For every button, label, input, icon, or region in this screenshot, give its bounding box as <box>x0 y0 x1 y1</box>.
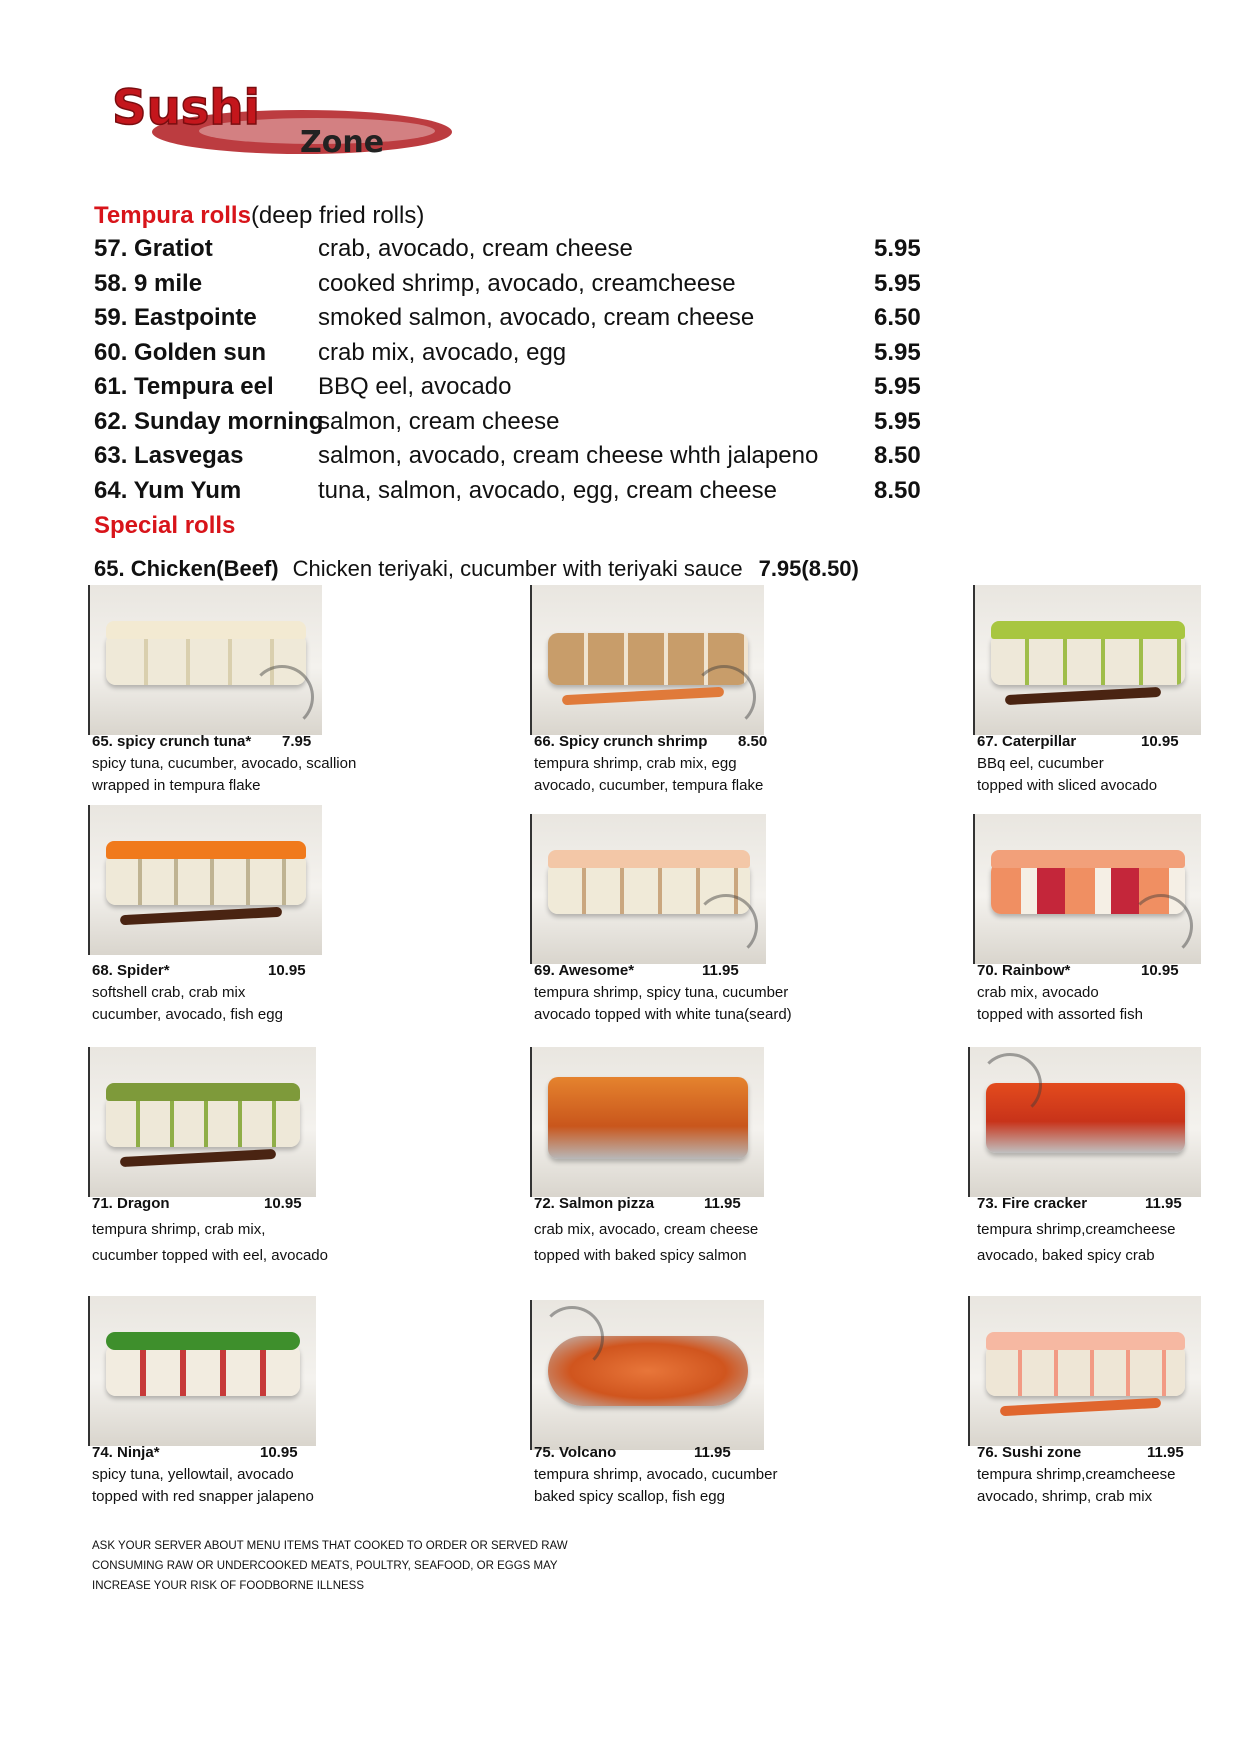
roll-description: tempura shrimp, crab mix, <box>92 1221 266 1238</box>
item-name: 59. Eastpointe <box>94 304 257 331</box>
roll-description: tempura shrimp, avocado, cucumber <box>534 1466 778 1483</box>
item-price: 8.50 <box>874 477 921 504</box>
roll-description: avocado, shrimp, crab mix <box>977 1488 1153 1505</box>
menu-item <box>94 408 994 442</box>
roll-photo <box>88 805 322 955</box>
item-name: 65. Chicken(Beef) <box>94 556 279 581</box>
roll-price: 10.95 <box>1141 962 1179 979</box>
item-description: cooked shrimp, avocado, creamcheese <box>318 270 736 297</box>
roll-photo <box>530 585 764 735</box>
roll-price: 11.95 <box>1145 1195 1182 1212</box>
roll-caption <box>534 1442 864 1508</box>
roll-description: wrapped in tempura flake <box>92 777 261 794</box>
roll-caption <box>92 960 422 1026</box>
menu-item <box>94 339 994 373</box>
special-rolls-heading: Special rolls <box>94 512 236 539</box>
roll-price: 10.95 <box>264 1195 302 1212</box>
roll-photo <box>973 585 1201 735</box>
item-name: 60. Golden sun <box>94 339 267 366</box>
item-description: tuna, salmon, avocado, egg, cream cheese <box>318 477 777 504</box>
roll-description: softshell crab, crab mix <box>92 984 246 1001</box>
roll-description: cucumber topped with eel, avocado <box>92 1247 328 1264</box>
item-description: BBQ eel, avocado <box>318 373 512 400</box>
roll-description: cucumber, avocado, fish egg <box>92 1006 283 1023</box>
disclaimer-line: CONSUMING RAW OR UNDERCOOKED MEATS, POULTRY, SEAFOOD, OR EGGS MAY <box>92 1560 558 1572</box>
food-safety-disclaimer <box>92 1536 568 1596</box>
item-price: 5.95 <box>874 339 921 366</box>
roll-description: topped with baked spicy salmon <box>534 1247 747 1264</box>
roll-price: 11.95 <box>702 962 739 979</box>
item-description: crab, avocado, cream cheese <box>318 235 633 262</box>
roll-name: 72. Salmon pizza <box>534 1195 655 1212</box>
roll-description: tempura shrimp, crab mix, egg <box>534 755 737 772</box>
roll-caption <box>534 1193 864 1267</box>
roll-caption <box>92 731 422 797</box>
roll-caption <box>534 960 864 1026</box>
roll-description: avocado topped with white tuna(seard) <box>534 1006 792 1023</box>
tempura-title: Tempura rolls <box>94 202 251 229</box>
menu-item <box>94 270 994 304</box>
svg-text:Zone: Zone <box>300 125 385 160</box>
roll-name: 71. Dragon <box>92 1195 170 1212</box>
item-description: smoked salmon, avocado, cream cheese <box>318 304 755 331</box>
roll-description: topped with assorted fish <box>977 1006 1143 1023</box>
item-price: 5.95 <box>874 270 921 297</box>
roll-photo <box>530 814 766 964</box>
roll-price: 11.95 <box>1147 1444 1184 1461</box>
tempura-heading <box>94 202 424 230</box>
item-price: 7.95(8.50) <box>758 556 859 581</box>
roll-description: spicy tuna, cucumber, avocado, scallion <box>92 755 357 772</box>
roll-name: 67. Caterpillar <box>977 733 1077 750</box>
item-name: 62. Sunday morning <box>94 408 324 435</box>
roll-description: avocado, cucumber, tempura flake <box>534 777 764 794</box>
roll-description: tempura shrimp,creamcheese <box>977 1221 1176 1238</box>
roll-photo <box>530 1300 764 1450</box>
item-description: salmon, avocado, cream cheese whth jalapeno <box>318 442 819 469</box>
roll-name: 75. Volcano <box>534 1444 617 1461</box>
roll-description: spicy tuna, yellowtail, avocado <box>92 1466 294 1483</box>
item-name: 58. 9 mile <box>94 270 203 297</box>
roll-caption <box>977 960 1207 1026</box>
roll-caption <box>977 1193 1207 1267</box>
sushi-zone-logo <box>112 82 452 164</box>
roll-name: 65. spicy crunch tuna* <box>92 733 252 750</box>
roll-photo <box>968 1296 1201 1446</box>
item-description: crab mix, avocado, egg <box>318 339 567 366</box>
roll-description: tempura shrimp,creamcheese <box>977 1466 1176 1483</box>
roll-description: crab mix, avocado, cream cheese <box>534 1221 759 1238</box>
item-description: salmon, cream cheese <box>318 408 560 435</box>
roll-photo <box>968 1047 1201 1197</box>
item-name: 63. Lasvegas <box>94 442 244 469</box>
item-price: 5.95 <box>874 235 921 262</box>
roll-price: 11.95 <box>704 1195 741 1212</box>
roll-price: 8.50 <box>738 733 768 750</box>
roll-description: crab mix, avocado <box>977 984 1099 1001</box>
disclaimer-line: INCREASE YOUR RISK OF FOODBORNE ILLNESS <box>92 1580 365 1592</box>
roll-caption <box>92 1193 422 1267</box>
chicken-item <box>94 556 859 582</box>
roll-description: topped with sliced avocado <box>977 777 1158 794</box>
roll-name: 66. Spicy crunch shrimp <box>534 733 708 750</box>
item-price: 5.95 <box>874 408 921 435</box>
item-description: Chicken teriyaki, cucumber with teriyaki sauce <box>292 556 743 581</box>
roll-photo <box>530 1047 764 1197</box>
tempura-subtitle: (deep fried rolls) <box>250 202 425 229</box>
roll-photo <box>88 1047 316 1197</box>
roll-caption <box>977 731 1207 797</box>
roll-price: 7.95 <box>282 733 312 750</box>
roll-caption <box>534 731 864 797</box>
roll-name: 76. Sushi zone <box>977 1444 1082 1461</box>
item-price: 8.50 <box>874 442 921 469</box>
menu-item <box>94 373 994 407</box>
roll-photo <box>88 585 322 735</box>
roll-price: 11.95 <box>694 1444 731 1461</box>
roll-price: 10.95 <box>260 1444 298 1461</box>
menu-item <box>94 477 994 511</box>
menu-item <box>94 304 994 338</box>
roll-description: topped with red snapper jalapeno <box>92 1488 314 1505</box>
roll-name: 70. Rainbow* <box>977 962 1071 979</box>
roll-price: 10.95 <box>1141 733 1179 750</box>
roll-description: baked spicy scallop, fish egg <box>534 1488 725 1505</box>
item-price: 5.95 <box>874 373 921 400</box>
roll-description: avocado, baked spicy crab <box>977 1247 1155 1264</box>
item-name: 64. Yum Yum <box>94 477 242 504</box>
svg-text:Sushi: Sushi <box>112 82 260 136</box>
menu-item <box>94 235 994 269</box>
roll-photo <box>88 1296 316 1446</box>
roll-description: BBq eel, cucumber <box>977 755 1104 772</box>
roll-description: tempura shrimp, spicy tuna, cucumber <box>534 984 789 1001</box>
roll-name: 73. Fire cracker <box>977 1195 1088 1212</box>
roll-name: 74. Ninja* <box>92 1444 160 1461</box>
item-price: 6.50 <box>874 304 921 331</box>
roll-name: 69. Awesome* <box>534 962 635 979</box>
roll-photo <box>973 814 1201 964</box>
roll-caption <box>92 1442 422 1508</box>
disclaimer-line: ASK YOUR SERVER ABOUT MENU ITEMS THAT COOKED TO ORDER OR SERVED RAW <box>92 1540 568 1552</box>
menu-item <box>94 442 994 476</box>
item-name: 61. Tempura eel <box>94 373 274 400</box>
roll-caption <box>977 1442 1207 1508</box>
roll-name: 68. Spider* <box>92 962 170 979</box>
item-name: 57. Gratiot <box>94 235 213 262</box>
roll-price: 10.95 <box>268 962 306 979</box>
